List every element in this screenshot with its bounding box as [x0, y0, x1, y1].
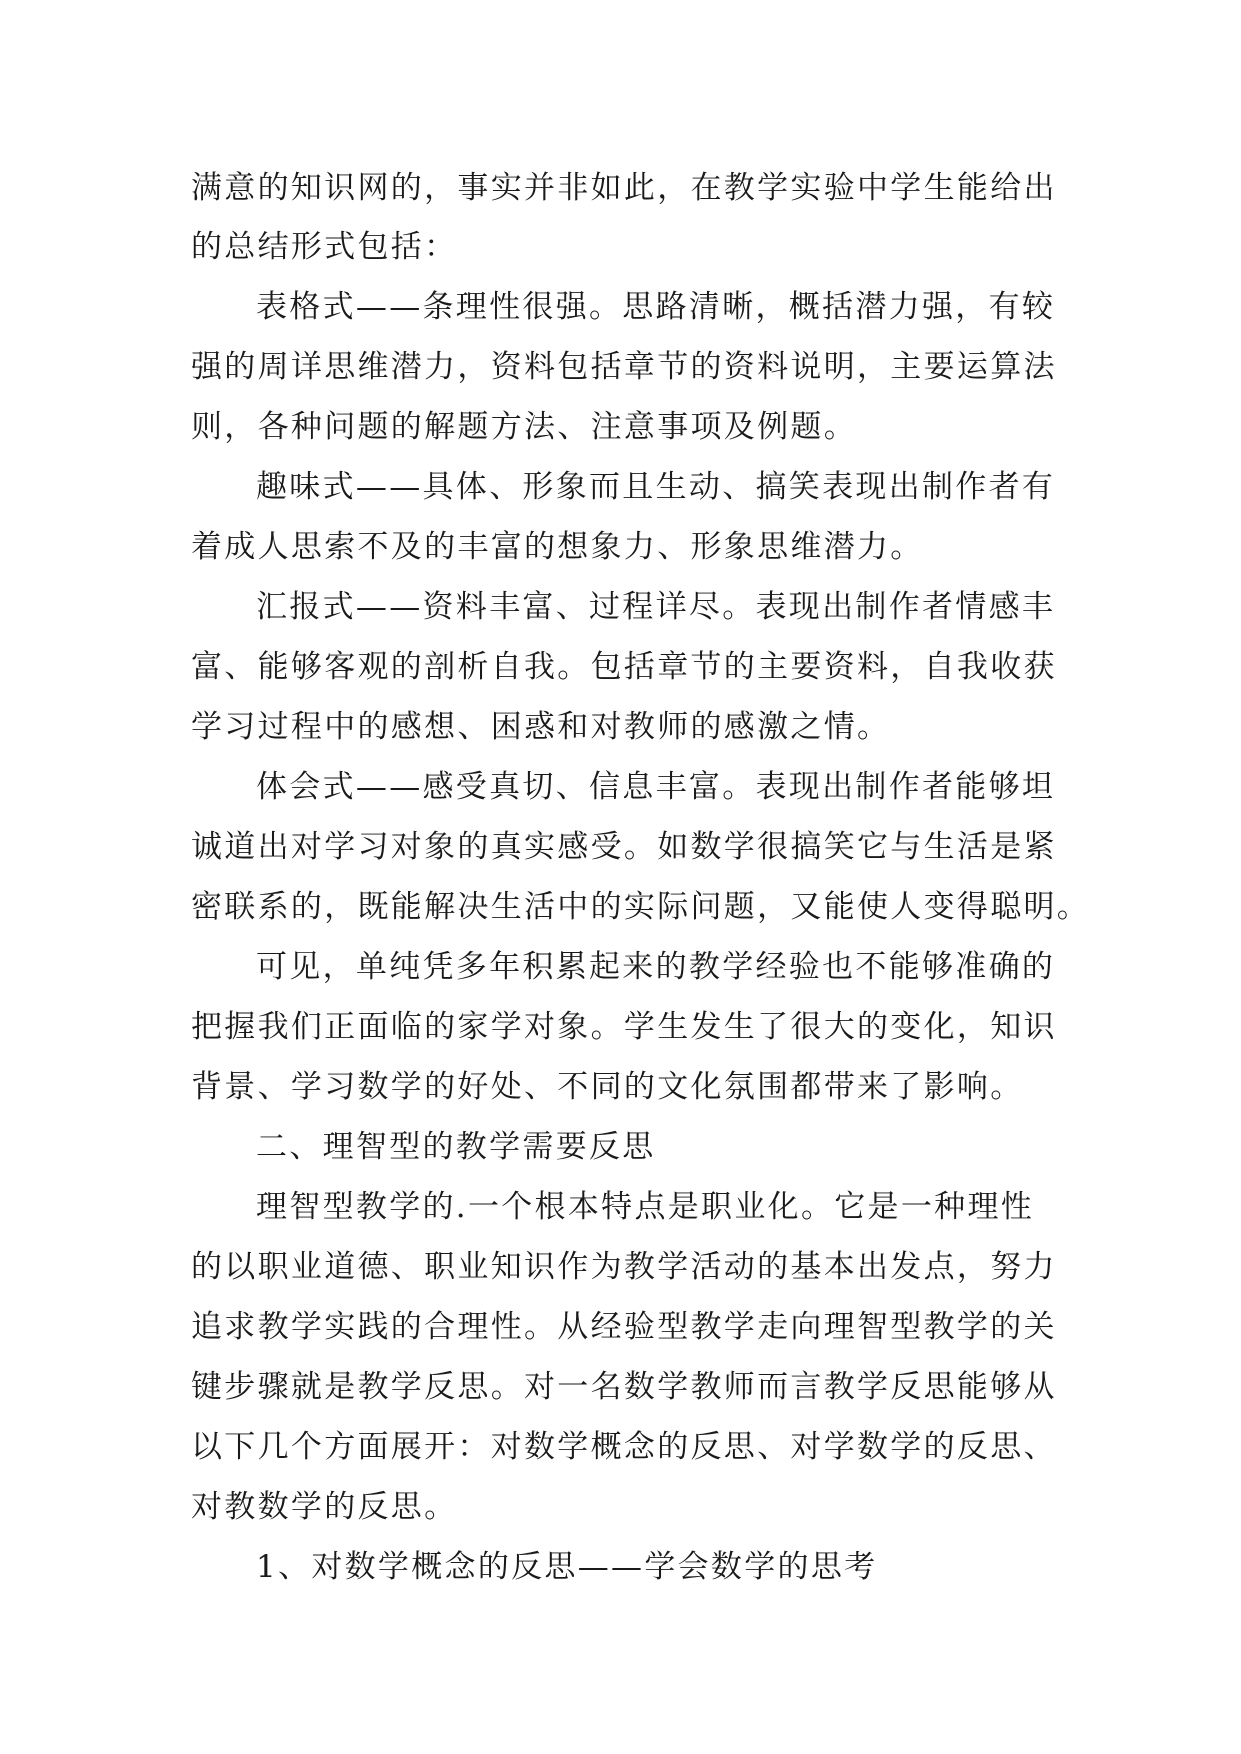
text-line: 以下几个方面展开：对数学概念的反思、对学数学的反思、	[191, 1429, 1057, 1465]
text-line: 富、能够客观的剖析自我。包括章节的主要资料，自我收获	[191, 649, 1057, 685]
section-heading: 二、理智型的教学需要反思	[256, 1129, 656, 1165]
text-line: 背景、学习数学的好处、不同的文化氛围都带来了影响。	[191, 1069, 1024, 1105]
text-line: 追求教学实践的合理性。从经验型教学走向理智型教学的关	[191, 1309, 1057, 1345]
text-line: 的总结形式包括：	[191, 229, 458, 265]
text-line: 着成人思索不及的丰富的想象力、形象思维潜力。	[191, 529, 924, 565]
text-line: 诚道出对学习对象的真实感受。如数学很搞笑它与生活是紧	[191, 829, 1057, 865]
paragraph-start-line: 可见，单纯凭多年积累起来的教学经验也不能够准确的	[256, 949, 1056, 985]
paragraph-start-line: 汇报式——资料丰富、过程详尽。表现出制作者情感丰	[256, 589, 1056, 625]
text-line: 的以职业道德、职业知识作为教学活动的基本出发点，努力	[191, 1249, 1057, 1285]
text-line: 学习过程中的感想、困惑和对教师的感激之情。	[191, 709, 891, 745]
text-line: 密联系的，既能解决生活中的实际问题，又能使人变得聪明。	[191, 889, 1091, 925]
subsection-heading: 1、对数学概念的反思——学会数学的思考	[256, 1549, 878, 1585]
paragraph-start-line: 理智型教学的.一个根本特点是职业化。它是一种理性	[256, 1189, 1035, 1225]
text-line: 把握我们正面临的家学对象。学生发生了很大的变化，知识	[191, 1009, 1057, 1045]
paragraph-start-line: 体会式——感受真切、信息丰富。表现出制作者能够坦	[256, 769, 1056, 805]
paragraph-start-line: 表格式——条理性很强。思路清晰，概括潜力强，有较	[256, 289, 1056, 325]
text-line: 满意的知识网的，事实并非如此，在教学实验中学生能给出	[191, 170, 1057, 206]
text-line: 键步骤就是教学反思。对一名数学教师而言教学反思能够从	[191, 1369, 1057, 1405]
text-line: 对教数学的反思。	[191, 1489, 458, 1525]
text-line: 强的周详思维潜力，资料包括章节的资料说明，主要运算法	[191, 349, 1057, 385]
paragraph-start-line: 趣味式——具体、形象而且生动、搞笑表现出制作者有	[256, 469, 1056, 505]
text-line: 则，各种问题的解题方法、注意事项及例题。	[191, 409, 857, 445]
